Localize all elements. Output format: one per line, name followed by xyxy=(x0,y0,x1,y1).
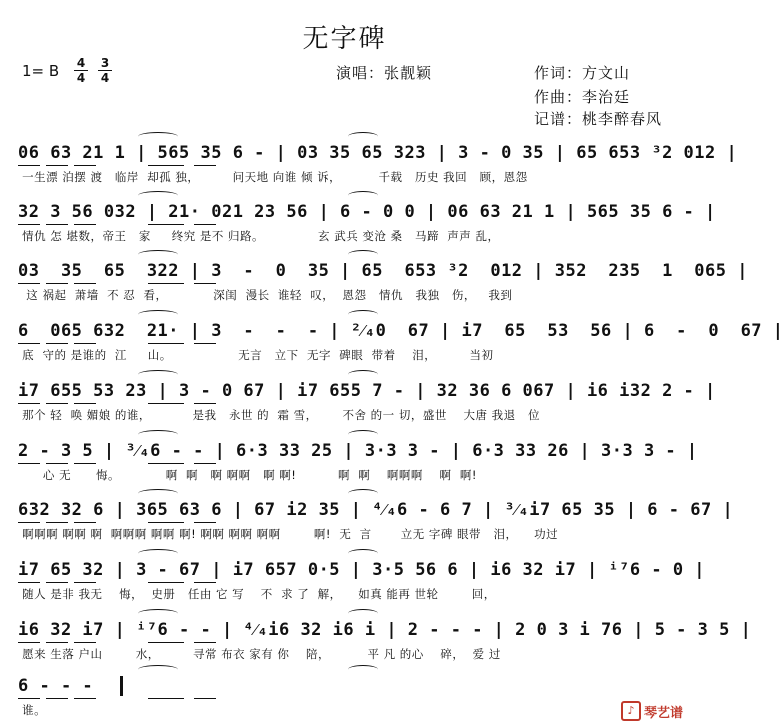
ts-top: 3 xyxy=(100,56,110,70)
slur-arc xyxy=(138,191,178,200)
beam-line xyxy=(148,642,184,643)
beam-line xyxy=(46,698,68,699)
beam-line xyxy=(148,582,184,583)
beam-line xyxy=(18,165,40,166)
slur-arc xyxy=(138,310,178,319)
beam-line xyxy=(18,343,40,344)
beam-line xyxy=(46,165,68,166)
slur-arc xyxy=(138,430,178,439)
beam-line xyxy=(18,522,40,523)
beam-line xyxy=(18,642,40,643)
composer-credit: 作曲：李治廷 xyxy=(534,88,631,106)
beam-line xyxy=(74,165,96,166)
lyrics-line: 心 无 悔。 啊 啊 啊 啊啊 啊 啊! 啊 啊 啊啊啊 啊 啊! xyxy=(18,468,477,482)
lyrics-line: 随人 是非 我无 悔， 史册 任由 它 写 不 求 了 解， 如真 能再 世轮 回， xyxy=(18,587,496,601)
beam-line xyxy=(46,283,68,284)
singer-credit: 演唱：张靓颖 xyxy=(336,64,433,82)
lyrics-line: 一生漂 泊摆 渡 临岸 却孤 独， 问天地 向谁 倾 诉， 千载 历史 我回 顾，恩怨 xyxy=(18,170,528,184)
logo-text: 琴艺谱 xyxy=(643,705,683,721)
slur-arc xyxy=(348,549,378,558)
beam-line xyxy=(74,403,96,404)
slur-arc xyxy=(138,250,178,259)
slur-arc xyxy=(348,370,378,379)
final-barline xyxy=(120,676,123,696)
beam-line xyxy=(46,224,68,225)
slur-arc xyxy=(138,370,178,379)
beam-line xyxy=(18,224,40,225)
beam-line xyxy=(148,165,184,166)
notes-line: 6 - - - xyxy=(18,676,94,696)
beam-line xyxy=(46,403,68,404)
slur-arc xyxy=(348,250,378,259)
notes-line: 03 35 65 322 | 3 - 0 35 | 65 653 ³2 012 | 352 235 1 065 | xyxy=(18,261,748,281)
beam-line xyxy=(74,522,96,523)
beam-line xyxy=(46,522,68,523)
slur-arc xyxy=(138,489,178,498)
lyrics-line: 愿来 生落 户山 水， 寻常 布衣 家有 你 陪， 平 凡 的心 碎， 爱 过 xyxy=(18,647,501,661)
lyricist-credit: 作词：方文山 xyxy=(534,64,631,82)
beam-line xyxy=(74,642,96,643)
time-signature-4-4 xyxy=(74,57,88,84)
ts-top: 4 xyxy=(76,56,86,70)
lyrics-line: 那个 轻 唤 媚娘 的谁， 是我 永世 的 霜 雪， 不舍 的一 切，盛世 大唐 我退 位 xyxy=(18,408,541,422)
key-signature: 1= B xyxy=(22,62,60,80)
site-logo xyxy=(621,701,683,721)
beam-line xyxy=(194,343,216,344)
notes-line: i6 32 i7 | ⁱ⁷6 - - | ⁴⁄₄i6 32 i6 i | 2 - - - | 2 0 3 i 76 | 5 - 3 5 | xyxy=(18,620,752,640)
beam-line xyxy=(74,582,96,583)
slur-arc xyxy=(348,609,378,618)
lyrics-line: 情仇 怎 堪数，帝王 家 终究 是不 归路。 玄 武兵 变沧 桑 马蹄 声声 乱， xyxy=(18,229,500,243)
logo-icon: ♪ xyxy=(621,701,641,721)
slur-arc xyxy=(138,609,178,618)
beam-line xyxy=(148,403,184,404)
ts-bottom: 4 xyxy=(100,71,110,85)
notes-line: 2 - 3 5 | ³⁄₄6 - - | 6·3 33 25 | 3·3 3 - | 6·3 33 26 | 3·3 3 - | xyxy=(18,441,698,461)
beam-line xyxy=(148,283,184,284)
beam-line xyxy=(74,698,96,699)
beam-line xyxy=(194,224,216,225)
slur-arc xyxy=(348,665,378,674)
slur-arc xyxy=(138,549,178,558)
slur-arc xyxy=(138,665,178,674)
beam-line xyxy=(194,165,216,166)
beam-line xyxy=(74,343,96,344)
notes-line: 632 32 6 | 365 63 6 | 67 i2 35 | ⁴⁄₄6 - 6 7 | ³⁄₄i7 65 35 | 6 - 67 | xyxy=(18,500,734,520)
slur-arc xyxy=(348,132,378,141)
beam-line xyxy=(18,698,40,699)
lyrics-line: 底 守的 是谁的 江 山。 无言 立下 无字 碑眼 带着 泪， 当初 xyxy=(18,348,494,362)
beam-line xyxy=(148,343,184,344)
slur-arc xyxy=(138,132,178,141)
beam-line xyxy=(194,403,216,404)
beam-line xyxy=(46,343,68,344)
beam-line xyxy=(18,403,40,404)
beam-line xyxy=(148,522,184,523)
beam-line xyxy=(46,582,68,583)
beam-line xyxy=(194,283,216,284)
slur-arc xyxy=(348,489,378,498)
beam-line xyxy=(74,463,96,464)
beam-line xyxy=(194,463,216,464)
notes-line: 32 3 56 032 | 21· 021 23 56 | 6 - 0 0 | 06 63 21 1 | 565 35 6 - | xyxy=(18,202,716,222)
beam-line xyxy=(194,698,216,699)
notes-line: 06 63 21 1 | 565 35 6 - | 03 35 65 323 | 3 - 0 35 | 65 653 ³2 012 | xyxy=(18,143,738,163)
beam-line xyxy=(46,463,68,464)
transcriber-credit: 记谱：桃李醉春风 xyxy=(534,110,663,128)
beam-line xyxy=(74,283,96,284)
notes-line: i7 655 53 23 | 3 - 0 67 | i7 655 7 - | 32 36 6 067 | i6 i32 2 - | xyxy=(18,381,716,401)
ts-bottom: 4 xyxy=(76,71,86,85)
beam-line xyxy=(46,642,68,643)
notes-line: i7 65 32 | 3 - 67 | i7 657 0·5 | 3·5 56 6 | i6 32 i7 | ⁱ⁷6 - 0 | xyxy=(18,560,706,580)
beam-line xyxy=(148,698,184,699)
beam-line xyxy=(148,224,184,225)
beam-line xyxy=(18,582,40,583)
slur-arc xyxy=(348,310,378,319)
time-signature-3-4 xyxy=(98,57,112,84)
song-title: 无字碑 xyxy=(302,24,387,54)
lyrics-line: 这 祸起 萧墙 不 忍 看， 深闺 漫长 谁轻 叹， 恩怨 情仇 我独 伤， 我到 xyxy=(18,288,513,302)
beam-line xyxy=(18,283,40,284)
lyrics-line: 谁。 xyxy=(18,703,47,717)
slur-arc xyxy=(348,430,378,439)
beam-line xyxy=(194,642,216,643)
beam-line xyxy=(18,463,40,464)
beam-line xyxy=(148,463,184,464)
beam-line xyxy=(74,224,96,225)
notes-line: 6 065 632 21· | 3 - - - | ²⁄₄0 67 | i7 65 53 56 | 6 - 0 67 | xyxy=(18,321,784,341)
slur-arc xyxy=(348,191,378,200)
beam-line xyxy=(194,522,216,523)
lyrics-line: 啊啊啊 啊啊 啊 啊啊啊 啊啊 啊! 啊啊 啊啊 啊啊 啊! 无 言 立无 字碑 眼带 泪， 功过 xyxy=(18,527,559,541)
beam-line xyxy=(194,582,216,583)
